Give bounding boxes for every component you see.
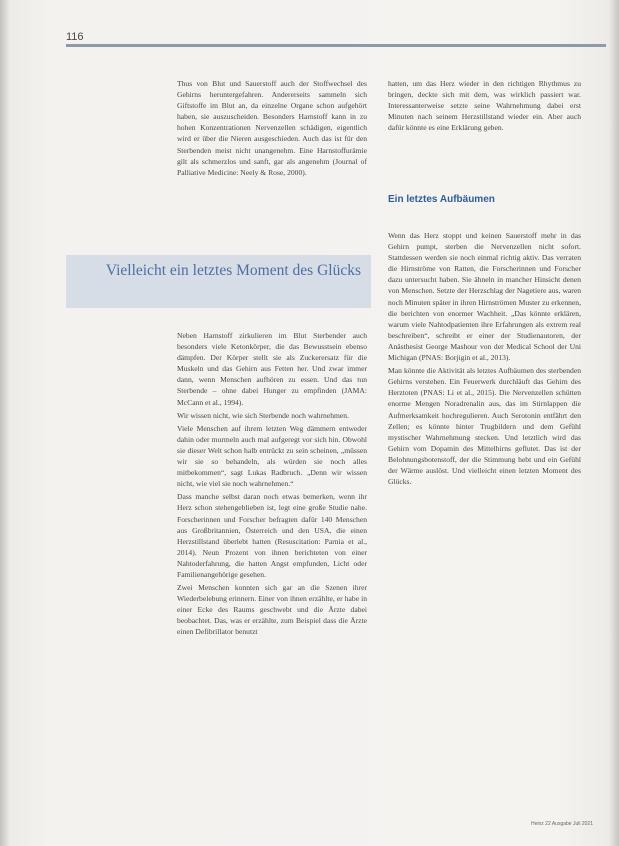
page-footer: Heinz 22 Ausgabe Juli 2021 [531, 821, 593, 827]
paragraph: Wenn das Herz stoppt und keinen Sauerstoff mehr in das Gehirn pumpt, sterben die Nervenzellen nicht sofort. Stattdessen werden sie noch einmal richtig aktiv. Das verraten die Hirnströme von Ratten, die Forscherinnen und Forscher dazu untersucht haben. Sie ähneln in mancher Hinsicht denen von Menschen. Setzte der Herzschlag der Nagetiere aus, waren noch Minuten später in ihren Hirnströmen Muster zu erkennen, die berichten von enormer Wachheit. „Das könnte erklären, warum viele Nahtodpatienten ihre Erfahrungen als extrem real beschreiben“, schreibt er einer der Studienautoren, der Anästhesist George Mashour von der Medical School der Uni Michigan (PNAS: Borjigin et al., 2013). [388, 231, 581, 363]
paragraph: Wir wissen nicht, wie sich Sterbende noch wahrnehmen. [177, 410, 349, 420]
page-number: 116 [66, 31, 84, 43]
page-edge-shadow-left [0, 0, 10, 846]
left-column-body [177, 330, 367, 830]
right-column-body [388, 230, 581, 650]
paragraph: Viele Menschen auf ihrem letzten Weg dämmern entweder dahin oder murmeln auch mal aufgeregt vor sich hin. Obwohl sie dieser Welt schon halb entrückt zu sein scheinen, „müssen wir sie so behandeln, als würden sie noch alles mitbekommen“, sagt Lukas Radbruch. „Denn wir wissen nicht, wie viel sie noch wahrnehmen.“ [177, 423, 367, 489]
right-column-top [388, 78, 581, 135]
paragraph: hatten, um das Herz wieder in den richtigen Rhythmus zu bringen, deckte sich mit dem, was wirklich passiert war. Interessanterweise setzte seine Wahrnehmung dabei erst Minuten nach seinem Herzstillstand wieder ein. Aber auch dafür könnte es eine Erklärung geben. [388, 79, 581, 133]
paragraph: Thus von Blut und Sauerstoff auch der Stoffwechsel des Gehirns heruntergefahren. Andererseits sammeln sich Giftstoffe im Blut an, da einzelne Organe schon aufgehört haben, sie auszuscheiden. Besonders Harnstoff kann in zu hohen Konzentrationen Nervenzellen schädigen, eigentlich wird er über die Nieren ausgeschieden. Auch das ist für den Sterbenden meist nicht unangenehm. Eine Harnstoffurämie gilt als schmerzlos und sanft, gar als angenehm (Journal of Palliative Medicine: Neely & Rose, 2000). [177, 79, 367, 177]
left-column-top [177, 78, 367, 180]
paragraph: Zwei Menschen konnten sich gar an die Szenen ihrer Wiederbelebung erinnern. Einer von ihnen erzählte, er habe in einer Ecke des Raums geschwebt und die Ärzte dabei beobachtet. Das, was er erzählte, zum Beispiel dass die Ärzte einen Defibrillator benutzt [177, 583, 367, 637]
pull-quote: Vielleicht ein letztes Moment des Glücks [105, 262, 361, 279]
paragraph: Neben Harnstoff zirkulieren im Blut Sterbender auch besonders viele Ketonkörper, die das Bewusstsein ebenso dämpfen. Der Körper stellt sie als Zuckerersatz für die Muskeln und das Gehirn aus Fetten her. Und zwar immer dann, wenn Menschen aufhören zu essen. Und das tun Sterbende – ohne dabei Hunger zu empfinden (JAMA: McCann et al., 1994). [177, 331, 367, 407]
paragraph: Dass manche selbst daran noch etwas bemerken, wenn ihr Herz schon stehengeblieben ist, legt eine große Studie nahe. Forscherinnen und Forscher befragten dafür 140 Menschen aus Großbritannien, Österreich und den USA, die einen Herzstillstand überlebt hatten (Resuscitation: Parnia et al., 2014). Neun Prozent von ihnen berichteten von einer Nahtoderfahrung, die hatten Angst empfunden, Licht oder Familienangehörige gesehen. [177, 492, 367, 579]
pull-quote-box [66, 255, 371, 308]
page-edge-shadow-right [609, 0, 619, 846]
section-heading: Ein letztes Aufbäumen [388, 194, 495, 205]
header-rule [66, 44, 606, 47]
paragraph: Man könnte die Aktivität als letztes Aufbäumen des sterbenden Gehirns verstehen. Ein Feuerwerk durchläuft das Gehirn des Herztoten (PNAS: Li et al., 2015). Die Nervenzellen schütten enorme Mengen Noradrenalin aus, das im Stirnlappen die Aufmerksamkeit hochregulieren. Auch Serotonin entfährt den Zellen; es könnte hinter Trugbildern und dem Gefühl mystischer Wahrnehmung stecken. Und letztlich wird das Gehirn vom Dopamin des Mittelhirns geflutet. Das ist der Belohnungsbotenstoff, der die Stimmung hebt und ein Gefühl der Wärme auslöst. Und vielleicht einen letzten Moment des Glücks. [388, 366, 581, 487]
